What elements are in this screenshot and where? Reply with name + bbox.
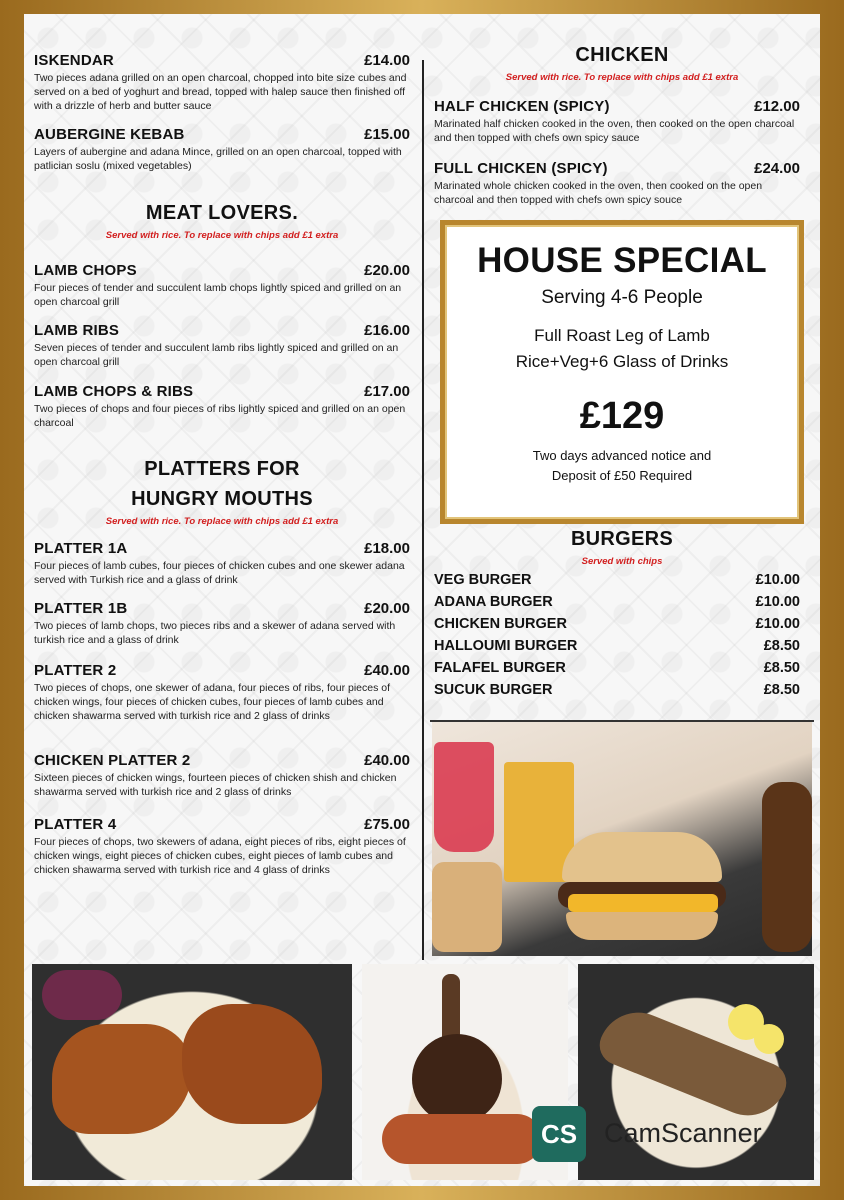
- burger-price: £10.00: [755, 572, 800, 588]
- menu-item-chicken-platter-2: [34, 752, 410, 799]
- item-desc: Two pieces of lamb chops, two pieces ribs and a skewer of adana served with turkish rice and a glass of drink: [34, 620, 396, 646]
- item-desc: Four pieces of chops, two skewers of adana, eight pieces of ribs, eight pieces of chicken wings, eight pieces of chicken cubes, eight pieces of lamb cubes and chicken shawarma served with turkish rice and 4 glass of drinks: [34, 836, 406, 876]
- burger-photo: [432, 722, 812, 956]
- chicken-photo: [32, 964, 352, 1180]
- item-price: £20.00: [364, 600, 410, 617]
- burger-row-chicken: [434, 616, 800, 638]
- burger-price: £8.50: [763, 660, 800, 676]
- section-note-platters: Served with rice. To replace with chips add £1 extra: [105, 516, 339, 527]
- menu-page: [24, 14, 820, 1186]
- item-price: £40.00: [364, 662, 410, 679]
- house-special-notice-line1: Two days advanced notice and: [532, 448, 712, 463]
- red-cabbage-shape: [42, 970, 122, 1020]
- item-price: £16.00: [364, 322, 410, 339]
- burger-name: ADANA BURGER: [434, 594, 553, 610]
- item-name: CHICKEN PLATTER 2: [34, 752, 191, 769]
- menu-item-half-chicken: [434, 98, 800, 145]
- drink-glass-shape: [434, 742, 494, 852]
- item-price: £75.00: [364, 816, 410, 833]
- menu-item-lamb-chops-ribs: [34, 383, 410, 430]
- item-name: PLATTER 1B: [34, 600, 128, 617]
- item-price: £17.00: [364, 383, 410, 400]
- grilled-meat-shape: [762, 782, 812, 952]
- menu-item-aubergine-kebab: [34, 126, 410, 173]
- item-desc: Marinated half chicken cooked in the oven, then cooked on the open charcoal and then topped with chefs own spicy sauce: [434, 118, 795, 144]
- item-desc: Two pieces adana grilled on an open charcoal, chopped into bite size cubes and served on a bed of yoghurt and bread, topped with halep sauce then finished off with a drizzle of herb and butter sauce: [34, 72, 407, 112]
- item-price: £12.00: [754, 98, 800, 115]
- burger-name: HALLOUMI BURGER: [434, 638, 578, 654]
- section-heading-burgers: BURGERS: [570, 528, 674, 550]
- burger-price: £8.50: [763, 682, 800, 698]
- bun-top-shape: [562, 832, 722, 882]
- item-name: LAMB RIBS: [34, 322, 120, 339]
- bread-shape: [432, 862, 502, 952]
- lamb-shank-shape: [412, 1034, 502, 1124]
- burger-row-falafel: [434, 660, 800, 682]
- bun-bottom-shape: [566, 912, 718, 940]
- house-special-serving: Serving 4-6 People: [541, 287, 703, 308]
- house-special-price: £129: [579, 395, 665, 437]
- burger-price: £10.00: [755, 616, 800, 632]
- item-desc: Sixteen pieces of chicken wings, fourteen pieces of chicken shish and chicken shawarma served with turkish rice and 2 glass of drinks: [34, 772, 397, 798]
- vegetables-shape: [382, 1114, 542, 1164]
- camscanner-logo: CS: [532, 1106, 586, 1162]
- item-desc: Two pieces of chops, one skewer of adana, four pieces of ribs, four pieces of chicken wings, four pieces of chicken cubes, four pieces of lamb cubes and chicken shawarma served with turkish rice and 2 glass of drinks: [34, 682, 391, 722]
- item-price: £15.00: [364, 126, 410, 143]
- house-special-notice-line2: Deposit of £50 Required: [551, 468, 693, 483]
- item-name: LAMB CHOPS & RIBS: [34, 383, 194, 400]
- item-name: PLATTER 1A: [34, 540, 128, 557]
- burger-row-adana: [434, 594, 800, 616]
- menu-item-platter-2: [34, 662, 410, 723]
- section-heading-platters-line1: PLATTERS FOR: [144, 458, 300, 480]
- house-special-line2: Rice+Veg+6 Glass of Drinks: [515, 352, 729, 371]
- item-desc: Two pieces of chops and four pieces of ribs lightly spiced and grilled on an open charcoal: [34, 403, 406, 429]
- item-price: £14.00: [364, 52, 410, 69]
- item-desc: Seven pieces of tender and succulent lamb ribs lightly spiced and grilled on an open charcoal grill: [34, 342, 399, 368]
- section-note-meat-lovers: Served with rice. To replace with chips add £1 extra: [105, 230, 339, 241]
- item-desc: Four pieces of tender and succulent lamb chops lightly spiced and grilled on an open charcoal grill: [34, 282, 402, 308]
- burger-name: VEG BURGER: [434, 572, 532, 588]
- cheese-shape: [568, 894, 718, 912]
- item-price: £40.00: [364, 752, 410, 769]
- item-name: HALF CHICKEN (SPICY): [434, 98, 610, 115]
- section-note-burgers: Served with chips: [581, 556, 663, 567]
- burger-name: CHICKEN BURGER: [434, 616, 567, 632]
- column-divider: [422, 60, 424, 960]
- burger-name: SUCUK BURGER: [434, 682, 553, 698]
- section-heading-chicken: CHICKEN: [575, 44, 669, 66]
- burger-price: £10.00: [755, 594, 800, 610]
- house-special-line1: Full Roast Leg of Lamb: [534, 326, 710, 345]
- item-price: £24.00: [754, 160, 800, 177]
- item-name: PLATTER 2: [34, 662, 117, 679]
- chicken-piece-shape: [52, 1024, 192, 1134]
- menu-item-platter-1a: [34, 540, 410, 587]
- item-price: £18.00: [364, 540, 410, 557]
- house-special-title: HOUSE SPECIAL: [477, 241, 767, 280]
- section-note-chicken: Served with rice. To replace with chips add £1 extra: [505, 72, 739, 83]
- item-name: AUBERGINE KEBAB: [34, 126, 185, 143]
- menu-item-platter-4: [34, 816, 410, 877]
- chicken-piece-shape-2: [182, 1004, 322, 1124]
- menu-item-platter-1b: [34, 600, 410, 647]
- burger-price: £8.50: [763, 638, 800, 654]
- item-name: ISKENDAR: [34, 52, 114, 69]
- item-desc: Four pieces of lamb cubes, four pieces of chicken cubes and one skewer adana served with Turkish rice and a glass of drink: [34, 560, 405, 586]
- burger-row-sucuk: [434, 682, 800, 704]
- section-heading-platters-line2: HUNGRY MOUTHS: [131, 488, 313, 510]
- item-name: LAMB CHOPS: [34, 262, 137, 279]
- item-name: FULL CHICKEN (SPICY): [434, 160, 608, 177]
- item-desc: Layers of aubergine and adana Mince, grilled on an open charcoal, topped with patlician soslu (mixed vegetables): [34, 146, 402, 172]
- item-name: PLATTER 4: [34, 816, 117, 833]
- menu-item-lamb-chops: [34, 262, 410, 309]
- camscanner-watermark: CamScanner: [604, 1118, 762, 1148]
- house-special-notice: [445, 446, 799, 486]
- house-special-box: [440, 220, 804, 524]
- lemon-slice-shape-2: [754, 1024, 784, 1054]
- menu-item-lamb-ribs: [34, 322, 410, 369]
- menu-item-full-chicken: [434, 160, 800, 207]
- burger-row-halloumi: [434, 638, 800, 660]
- menu-item-iskendar: [34, 52, 410, 113]
- burger-name: FALAFEL BURGER: [434, 660, 566, 676]
- item-desc: Marinated whole chicken cooked in the oven, then cooked on the open charcoal and then topped with chefs own spicy souce: [434, 180, 763, 206]
- item-price: £20.00: [364, 262, 410, 279]
- burger-row-veg: [434, 572, 800, 594]
- section-heading-meat-lovers: MEAT LOVERS.: [145, 202, 299, 224]
